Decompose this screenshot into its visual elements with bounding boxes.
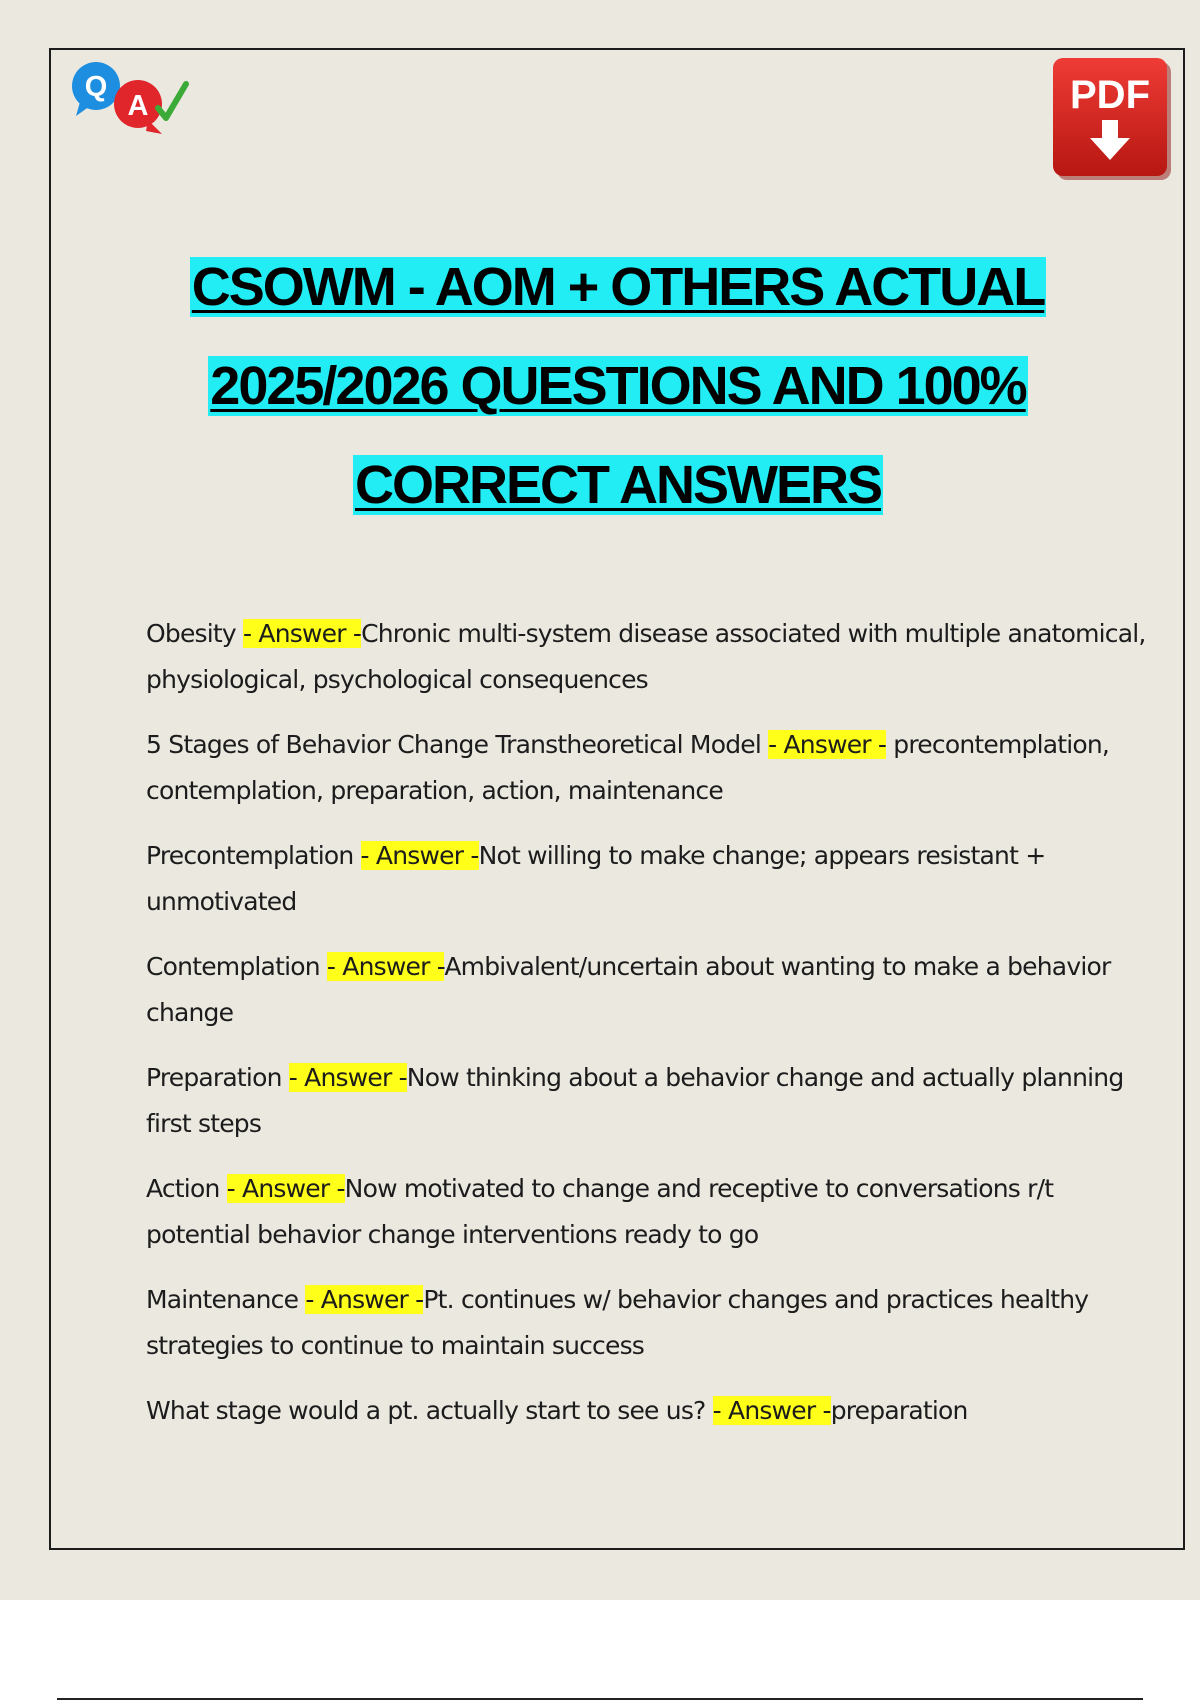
qa-answer: Now thinking about a behavior change and actually planning first steps (146, 1063, 1124, 1138)
title-line-3: CORRECT ANSWERS (354, 455, 881, 515)
qa-item (146, 1166, 1146, 1258)
qa-item (146, 722, 1146, 814)
logo-q-letter: Q (84, 71, 108, 103)
qa-answer: Pt. continues w/ behavior changes and practices healthy strategies to continue to maintain success (146, 1285, 1089, 1360)
qa-term: 5 Stages of Behavior Change Transtheoretical Model (146, 730, 769, 759)
qa-term: Maintenance (146, 1285, 306, 1314)
qa-item (146, 611, 1146, 703)
answer-marker: - Answer - (768, 730, 887, 759)
qa-term: Obesity (146, 619, 244, 648)
qa-answer: Chronic multi-system disease associated with multiple anatomical, physiological, psychological consequences (146, 619, 1146, 694)
check-icon (158, 84, 186, 118)
pdf-download-icon (1051, 56, 1177, 186)
answer-marker: - Answer - (326, 952, 445, 981)
title-line-1: CSOWM - AOM + OTHERS ACTUAL (191, 257, 1045, 317)
answer-marker: - Answer - (288, 1063, 407, 1092)
title-line-2: 2025/2026 QUESTIONS AND 100% (210, 356, 1026, 416)
answer-marker: - Answer - (360, 841, 479, 870)
document-title (60, 238, 1176, 535)
logo-a-letter: A (127, 90, 149, 122)
qa-answer: preparation (830, 1396, 968, 1425)
qa-item (146, 1388, 1146, 1434)
qa-answer: Not willing to make change; appears resistant + unmotivated (146, 841, 1046, 916)
qa-item (146, 1055, 1146, 1147)
answer-marker: - Answer - (226, 1174, 345, 1203)
qa-item (146, 1277, 1146, 1369)
qa-check-logo (70, 58, 200, 138)
pdf-label: PDF (1070, 73, 1150, 117)
qa-term: What stage would a pt. actually start to see us? (146, 1396, 713, 1425)
answer-marker: - Answer - (712, 1396, 831, 1425)
qa-answer: precontemplation, contemplation, preparation, action, maintenance (146, 730, 1110, 805)
qa-term: Action (146, 1174, 227, 1203)
qa-term: Preparation (146, 1063, 289, 1092)
qa-item (146, 944, 1146, 1036)
qa-list (146, 611, 1146, 1453)
qa-item (146, 833, 1146, 925)
qa-answer: Ambivalent/uncertain about wanting to make a behavior change (146, 952, 1111, 1027)
qa-term: Precontemplation (146, 841, 361, 870)
answer-marker: - Answer - (243, 619, 362, 648)
qa-answer: Now motivated to change and receptive to conversations r/t potential behavior change interventions ready to go (146, 1174, 1054, 1249)
qa-term: Contemplation (146, 952, 327, 981)
answer-marker: - Answer - (305, 1285, 424, 1314)
